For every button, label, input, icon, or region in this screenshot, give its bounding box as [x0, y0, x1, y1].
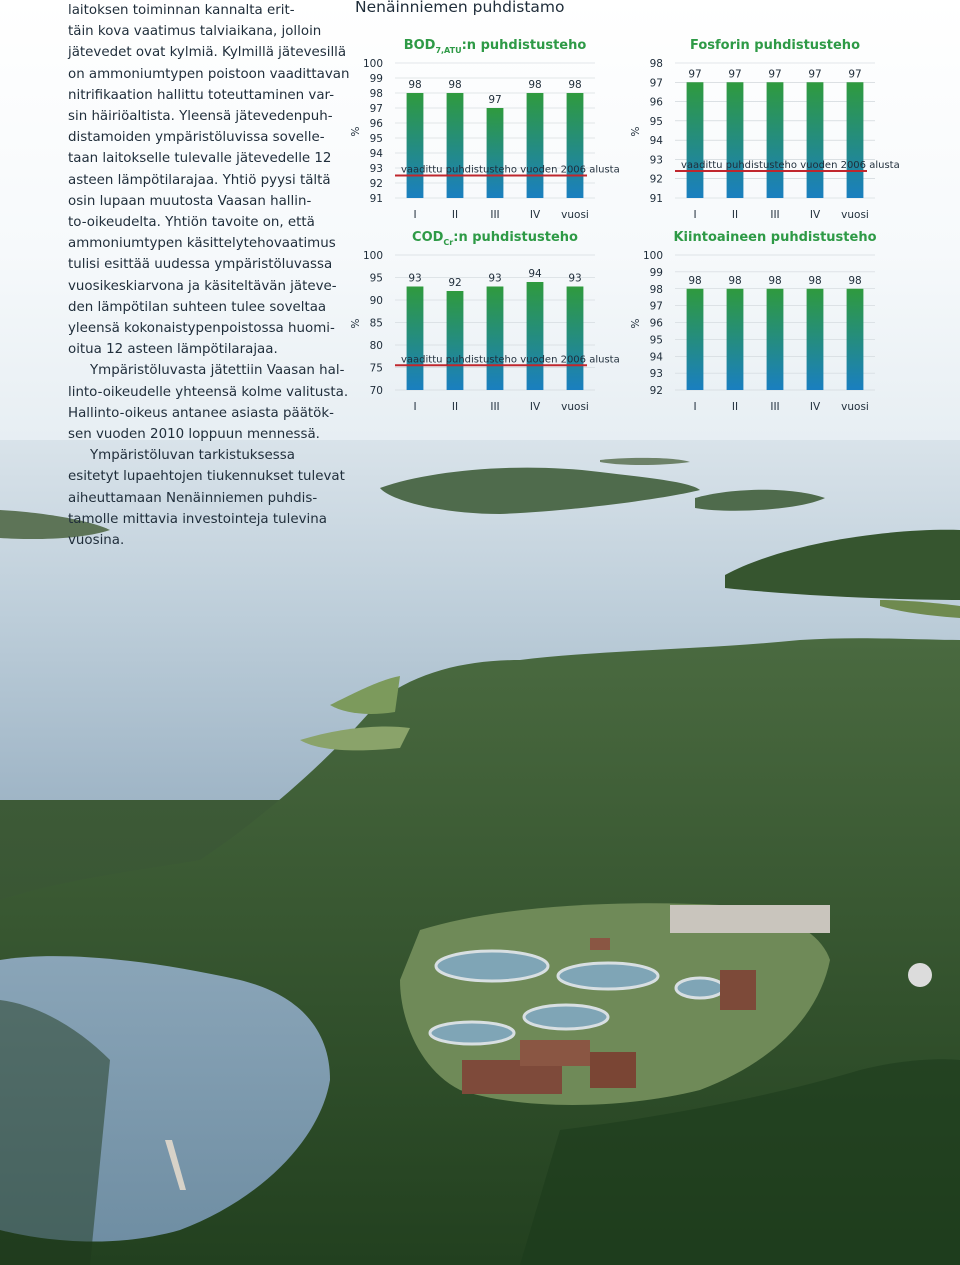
article-line: on ammoniumtypen poistoon vaadittavan — [68, 66, 350, 82]
article-line: to-oikeudelta. Yhtiön tavoite on, että — [68, 215, 315, 231]
x-tick-label: I — [413, 401, 417, 413]
bar-value-label: 98 — [768, 274, 782, 287]
x-tick-label: III — [490, 401, 500, 413]
y-tick-label: 97 — [649, 300, 663, 313]
x-unit-label: vuosi — [561, 209, 589, 221]
bod-efficiency-chart — [350, 36, 620, 232]
article-line: osin lupaan muutosta Vaasan hallin- — [68, 193, 312, 209]
article-line: jätevedet ovat kylmiä. Kylmillä jätevesillä — [68, 45, 347, 61]
bar-value-label: 93 — [408, 272, 422, 285]
bar-value-label: 94 — [528, 268, 542, 280]
y-tick-label: 92 — [649, 385, 663, 397]
article-line: tulisi esittää uudessa ympäristöluvassa — [68, 257, 333, 273]
y-tick-label: 100 — [362, 58, 383, 70]
y-tick-label: 92 — [649, 173, 663, 186]
bar — [847, 289, 864, 390]
bar-value-label: 97 — [728, 68, 742, 81]
y-tick-label: 94 — [649, 351, 663, 364]
bar-value-label: 97 — [848, 68, 862, 81]
article-line: ammoniumtypen käsittelytehovaatimus — [68, 236, 336, 252]
y-tick-label: 97 — [369, 103, 383, 115]
chart-svg — [630, 228, 880, 420]
y-tick-label: 92 — [369, 178, 383, 190]
y-tick-label: 98 — [369, 88, 383, 100]
bar — [567, 93, 584, 198]
x-tick-label: IV — [809, 209, 821, 221]
x-tick-label: IV — [809, 401, 821, 413]
article-line: asteen lämpötilarajaa. Yhtiö pyysi tältä — [68, 172, 331, 188]
chart-title: Kiintoaineen puhdistusteho — [673, 230, 877, 245]
bar-value-label: 93 — [568, 272, 582, 285]
x-tick-label: IV — [529, 209, 541, 221]
y-tick-label: 95 — [369, 272, 383, 285]
y-tick-label: 80 — [369, 340, 383, 352]
x-unit-label: vuosi — [841, 209, 869, 221]
bar — [407, 93, 424, 198]
y-axis-label: % — [350, 126, 362, 137]
x-tick-label: II — [731, 209, 739, 221]
bar — [767, 289, 784, 390]
article-line: aiheuttamaan Nenäinniemen puhdis- — [68, 490, 318, 506]
x-unit-label: vuosi — [561, 401, 589, 413]
bar — [407, 287, 424, 391]
x-tick-label: III — [490, 209, 500, 221]
chart-title: $BOD_{7,ATU}:n$ puhdistusteho — [403, 38, 587, 55]
article-line: esitetyt lupaehtojen tiukennukset tulevat — [68, 469, 345, 485]
bar-value-label: 98 — [808, 274, 822, 287]
bar — [687, 82, 704, 198]
y-tick-label: 100 — [362, 250, 383, 262]
bar — [847, 82, 864, 198]
chart-title: Fosforin puhdistusteho — [690, 38, 860, 53]
bar-value-label: 97 — [768, 68, 782, 81]
y-tick-label: 93 — [649, 368, 663, 381]
y-tick-label: 70 — [369, 385, 383, 397]
bar-value-label: 93 — [488, 272, 502, 285]
y-tick-label: 95 — [649, 334, 663, 347]
x-tick-label: II — [731, 401, 739, 413]
y-axis-label: % — [630, 126, 642, 137]
article-line: den lämpötilan suhteen tulee soveltaa — [68, 299, 327, 315]
y-tick-label: 93 — [369, 163, 383, 175]
article-line: Hallinto-oikeus antanee asiasta päätök- — [68, 405, 334, 421]
x-tick-label: III — [770, 401, 780, 413]
y-axis-label: % — [630, 318, 642, 329]
article-line: laitoksen toiminnan kannalta erit- — [68, 3, 295, 18]
bar-value-label: 97 — [808, 68, 822, 81]
article-line: taan laitokselle tulevalle jätevedelle 12 — [68, 151, 332, 167]
y-tick-label: 90 — [369, 295, 383, 307]
bar-value-label: 98 — [568, 79, 582, 91]
bar-value-label: 98 — [408, 79, 422, 91]
y-tick-label: 94 — [369, 148, 383, 160]
bar — [727, 289, 744, 390]
y-tick-label: 98 — [649, 283, 663, 296]
x-tick-label: II — [451, 401, 459, 413]
chart-title: $COD_{Cr}:n$ puhdistusteho — [412, 230, 578, 247]
requirement-label: vaadittu puhdistusteho vuoden 2006 alusta — [681, 160, 900, 171]
bar-value-label: 98 — [528, 79, 542, 91]
bar — [807, 82, 824, 198]
bar — [447, 291, 464, 390]
chart-svg — [630, 36, 900, 228]
bar — [767, 82, 784, 198]
y-tick-label: 75 — [369, 362, 383, 375]
article-line: nitrifikaation hallittu toteuttaminen var- — [68, 87, 335, 103]
y-tick-label: 93 — [649, 154, 663, 167]
requirement-label: vaadittu puhdistusteho vuoden 2006 alusta — [401, 164, 620, 176]
y-tick-label: 95 — [649, 115, 663, 128]
bar — [567, 287, 584, 391]
article-line: linto-oikeudelle yhteensä kolme valitusta. — [68, 384, 349, 400]
bar-value-label: 98 — [448, 79, 462, 91]
bar-value-label: 97 — [688, 68, 702, 81]
bar — [487, 287, 504, 391]
bar-value-label: 92 — [448, 277, 462, 289]
y-axis-label: % — [350, 318, 362, 329]
y-tick-label: 91 — [369, 193, 383, 205]
bar — [487, 108, 504, 198]
phosphorus-efficiency-chart — [630, 36, 900, 232]
bar-value-label: 97 — [488, 94, 502, 106]
y-tick-label: 98 — [649, 58, 663, 70]
article-line: tamolle mittavia investointeja tulevina — [68, 511, 327, 527]
chart-svg — [350, 228, 620, 420]
y-tick-label: 85 — [369, 317, 383, 330]
bar — [447, 93, 464, 198]
bar — [727, 82, 744, 198]
article-line: yleensä kokonaistypenpoistossa huomi- — [68, 321, 335, 337]
y-tick-label: 96 — [649, 96, 663, 109]
article-line: sen vuoden 2010 loppuun mennessä. — [68, 427, 320, 443]
bar — [527, 93, 544, 198]
y-tick-label: 95 — [369, 133, 383, 145]
suspended-solids-efficiency-chart — [630, 228, 880, 424]
y-tick-label: 96 — [649, 317, 663, 330]
bar-value-label: 98 — [728, 274, 742, 287]
article-line: täin kova vaatimus talviaikana, jolloin — [68, 24, 322, 40]
article-line: oitua 12 asteen lämpötilarajaa. — [68, 342, 278, 358]
bar — [527, 282, 544, 390]
y-tick-label: 99 — [369, 73, 383, 85]
article-line: vuosina. — [68, 533, 125, 549]
requirement-label: vaadittu puhdistusteho vuoden 2006 alusta — [401, 354, 620, 366]
x-tick-label: I — [693, 401, 697, 413]
chart-svg — [350, 36, 620, 228]
bar — [687, 289, 704, 390]
y-tick-label: 91 — [649, 193, 663, 205]
y-tick-label: 96 — [369, 118, 383, 130]
article-line: vuosikeskiarvona ja käsiteltävän jäteve- — [68, 278, 337, 294]
x-tick-label: I — [693, 209, 697, 221]
x-unit-label: vuosi — [841, 401, 869, 413]
y-tick-label: 100 — [642, 250, 663, 262]
x-tick-label: III — [770, 209, 780, 221]
x-tick-label: IV — [529, 401, 541, 413]
article-line: distamoiden ympäristöluvissa sovelle- — [68, 130, 325, 146]
cod-efficiency-chart — [350, 228, 620, 424]
article-line: Ympäristöluvasta jätettiin Vaasan hal- — [90, 363, 345, 379]
bar — [807, 289, 824, 390]
y-tick-label: 94 — [649, 135, 663, 148]
x-tick-label: I — [413, 209, 417, 221]
article-line: Ympäristöluvan tarkistuksessa — [90, 448, 295, 464]
x-tick-label: II — [451, 209, 459, 221]
article-text — [68, 0, 350, 551]
y-tick-label: 97 — [649, 77, 663, 90]
bar-value-label: 98 — [848, 274, 862, 287]
bar-value-label: 98 — [688, 274, 702, 287]
article-line: sin häiriöaltista. Yleensä jätevedenpuh- — [68, 109, 333, 125]
y-tick-label: 99 — [649, 266, 663, 279]
section-title: Nenäinniemen puhdistamo — [355, 0, 565, 16]
